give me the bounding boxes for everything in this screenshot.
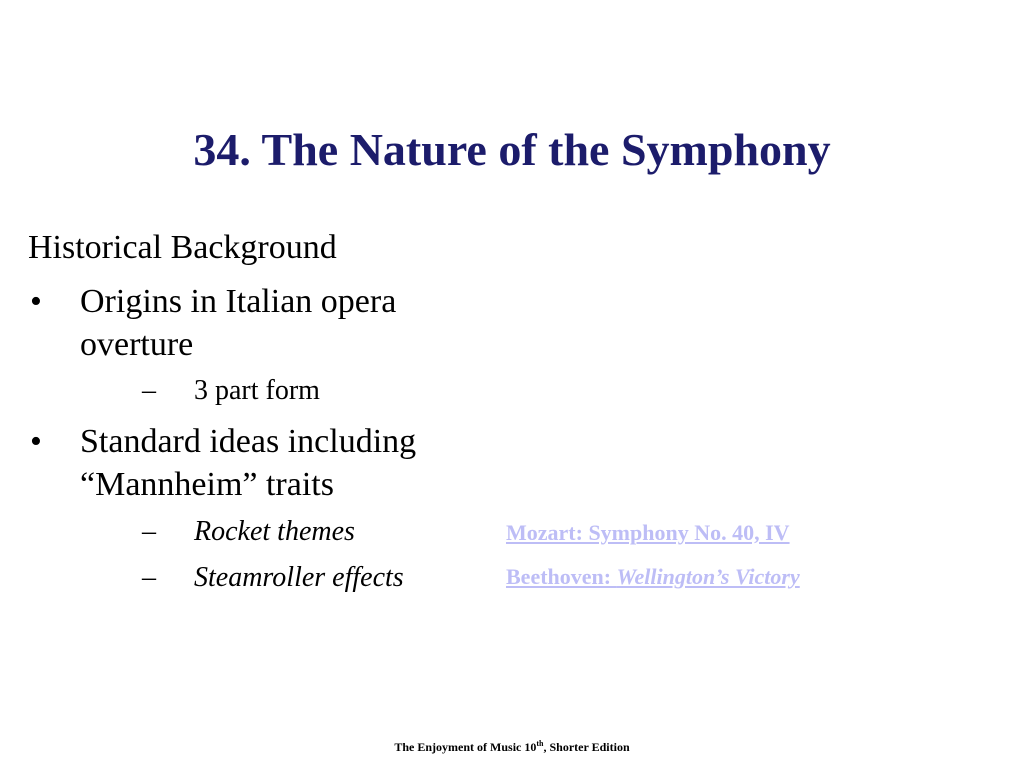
link-italic-title[interactable]: Wellington’s Victory (616, 564, 800, 589)
section-heading: Historical Background (28, 229, 337, 266)
bullet-text: Standard ideas including “Mannheim” traits (80, 423, 417, 503)
slide-title: 34. The Nature of the Symphony (193, 124, 831, 175)
sub-bullet-marker: – (142, 562, 156, 593)
sub-bullet-text: Rocket themes (194, 516, 355, 547)
mozart-symphony-link[interactable] (506, 520, 790, 546)
footer-suffix: , Shorter Edition (543, 740, 630, 754)
bullet-standard-ideas (30, 420, 500, 506)
sub-bullet-rocket-themes (142, 514, 355, 550)
sub-bullet-marker: – (142, 516, 156, 547)
footer-main: The Enjoyment of Music 10 (394, 740, 537, 754)
bullet-marker: • (30, 423, 42, 460)
link-prefix[interactable]: Beethoven: (506, 564, 617, 589)
bullet-text: Origins in Italian opera overture (80, 283, 397, 363)
sub-bullet-part-form (142, 373, 320, 409)
footer-citation (0, 739, 1024, 755)
sub-bullet-text: 3 part form (194, 375, 320, 406)
footer-superscript: th (536, 739, 544, 748)
bullet-origins (30, 280, 500, 366)
sub-bullet-text: Steamroller effects (194, 562, 404, 593)
sub-bullet-steamroller-effects (142, 560, 404, 596)
bullet-marker: • (30, 283, 42, 320)
beethoven-wellington-link[interactable] (506, 564, 800, 590)
link-text[interactable]: Mozart: Symphony No. 40, IV (506, 520, 790, 545)
sub-bullet-marker: – (142, 375, 156, 406)
